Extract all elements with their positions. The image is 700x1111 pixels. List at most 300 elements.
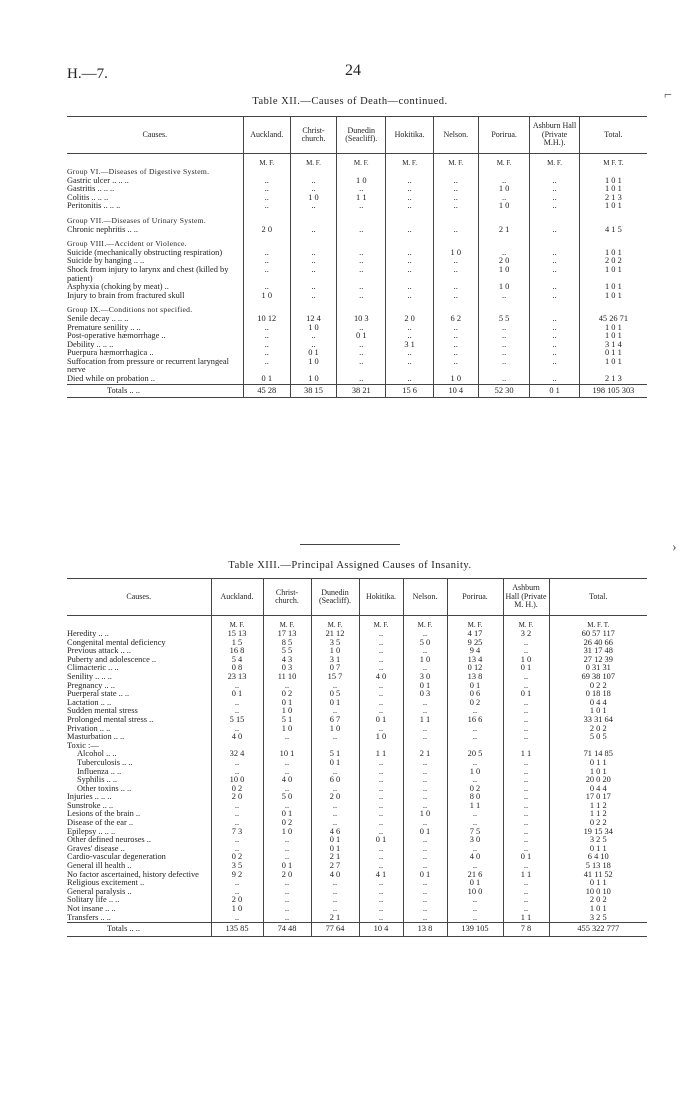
table-cell: .. [263,768,311,777]
table-cell: .. [359,759,403,768]
table-cell: 2 0 2 [549,725,647,734]
table-cell: .. [263,905,311,914]
table-cell: .. [311,810,359,819]
table-cell: .. [359,785,403,794]
cause-label: Congenital mental deficiency [67,637,166,647]
table-cell: .. [359,828,403,837]
table-cell: 1 1 [359,750,403,759]
table-cell: .. [503,888,549,897]
cause-label: Influenza .. .. [77,766,122,776]
table-cell: 0 1 [263,862,311,871]
table-cell: 2 0 [311,793,359,802]
table-cell: 0 1 [503,664,549,673]
cause-label: Sudden mental stress [67,706,138,716]
table-row [67,759,647,768]
table-cell: .. [478,375,530,384]
table-cell: .. [447,725,503,734]
table-cell: 6 2 [433,315,478,324]
table-cell: 17 13 [263,630,311,639]
table-cell: .. [530,292,579,301]
table-cell: .. [530,202,579,211]
table-cell: 3 5 [311,639,359,648]
table-cell: .. [447,776,503,785]
cause-label: Disease of the ear .. [67,818,134,828]
table-cell: 21 12 [311,630,359,639]
table-13-header-row [67,579,647,616]
table-cell: .. [447,845,503,854]
table-cell: 4 6 [311,828,359,837]
table-cell: .. [359,819,403,828]
table-row [67,656,647,665]
table-cell: .. [359,810,403,819]
table-cell: 6 4 10 [549,853,647,862]
column-header: Christ-church. [290,117,336,154]
report-code: H.—7. [67,66,108,82]
table-cell: 31 17 48 [549,647,647,656]
table-row [67,699,647,708]
table-cell: 0 5 [311,690,359,699]
table-cell: .. [503,828,549,837]
table-cell: .. [433,266,478,283]
table-cell: .. [530,349,579,358]
table-cell: 1 0 [478,202,530,211]
cause-label: Privation .. .. [67,723,111,733]
cause-label: Puberty and adolescence .. [67,654,157,664]
table-cell: 38 21 [337,384,386,398]
table-cell: 0 2 2 [549,819,647,828]
table-cell: .. [386,177,433,186]
table-cell: .. [211,725,263,734]
table-cell: 0 1 [403,871,447,880]
table-cell: .. [478,349,530,358]
table-cell: 1 0 [478,283,530,292]
table-cell: 0 7 [311,664,359,673]
table-cell: 2 0 [478,257,530,266]
cause-label: Shock from injury to larynx and chest (killed by patient) [67,264,229,283]
table-cell: .. [211,888,263,897]
table-cell: .. [263,845,311,854]
table-cell: .. [290,266,336,283]
table-cell: 1 0 1 [579,324,647,333]
cause-label: Debility .. .. .. [67,339,114,349]
table-cell: .. [211,802,263,811]
table-cell: 1 0 [403,656,447,665]
table-cell: 1 0 [311,647,359,656]
cause-label: Totals .. .. [67,923,211,937]
table-cell: .. [359,647,403,656]
table-cell: 13 4 [447,656,503,665]
table-cell: .. [359,707,403,716]
table-cell: .. [386,194,433,203]
totals-row [67,923,647,937]
cause-label: Senile decay .. .. .. [67,313,129,323]
cause-label: Colitis .. .. .. [67,192,109,202]
table-cell: 0 2 [263,690,311,699]
table-cell: 1 1 [503,750,549,759]
table-row [67,292,647,301]
table-row [67,888,647,897]
table-cell: 5 4 [211,656,263,665]
column-header: Porirua. [478,117,530,154]
table-cell: .. [386,349,433,358]
table-cell: .. [337,292,386,301]
table-cell: .. [386,292,433,301]
table-row [67,716,647,725]
cause-label: Tuberculosis .. .. [77,757,133,767]
table-cell: .. [263,802,311,811]
sex-subheader: M. F. [311,616,359,631]
table-cell: 27 12 39 [549,656,647,665]
table-cell: .. [359,896,403,905]
table-cell: .. [447,862,503,871]
cause-label: Suicide (mechanically obstructing respiration) [67,247,223,257]
table-cell: 4 0 [311,871,359,880]
table-cell: .. [478,249,530,258]
table-cell: 10 0 10 [549,888,647,897]
cause-label: No factor ascertained, history defective [67,869,199,879]
cause-label: Gastritis .. .. .. [67,184,115,194]
table-12-title: Table XII.—Causes of Death—continued. [252,96,448,107]
table-cell: .. [243,341,290,350]
table-cell: .. [211,682,263,691]
table-cell: 9 25 [447,639,503,648]
table-row [67,639,647,648]
table-cell: 1 1 [403,716,447,725]
table-cell: 2 1 [403,750,447,759]
cause-label: Asphyxia (choking by meat) .. [67,282,169,292]
table-cell: 1 0 [263,725,311,734]
table-cell: 1 0 1 [579,177,647,186]
table-12-header-row [67,117,647,154]
section-divider [300,544,400,545]
table-cell: .. [386,226,433,235]
group-heading-row [67,217,647,226]
table-cell: .. [433,257,478,266]
table-cell: 1 0 1 [579,332,647,341]
table-row [67,226,647,235]
cause-label: Epilepsy .. .. .. [67,826,116,836]
table-cell: .. [311,785,359,794]
table-cell: 0 1 [263,699,311,708]
table-cell: .. [359,793,403,802]
table-row [67,871,647,880]
column-header: Porirua. [447,579,503,616]
table-cell: .. [503,716,549,725]
table-row [67,315,647,324]
table-row [67,249,647,258]
table-cell: 1 0 1 [549,707,647,716]
table-cell: .. [263,896,311,905]
cause-label: Graves' disease .. [67,843,125,853]
causes-of-insanity-table [67,578,647,937]
table-cell: 0 2 [211,785,263,794]
table-cell: .. [403,905,447,914]
table-cell: .. [337,349,386,358]
table-cell: .. [311,733,359,742]
table-cell: 1 0 [337,177,386,186]
table-cell: .. [530,226,579,235]
table-cell: 20 0 20 [549,776,647,785]
table-cell: 1 1 2 [549,802,647,811]
table-cell: 0 31 31 [549,664,647,673]
table-cell: 10 1 [263,750,311,759]
table-cell: .. [243,266,290,283]
table-cell: .. [403,759,447,768]
page-number: 24 [345,62,361,79]
table-cell: 1 0 [433,375,478,384]
table-cell: .. [263,733,311,742]
table-cell: .. [337,185,386,194]
table-cell: .. [243,257,290,266]
table-cell: 135 85 [211,923,263,937]
table-row [67,733,647,742]
table-cell: .. [311,905,359,914]
table-cell: 15 13 [211,630,263,639]
table-cell: 0 2 [263,819,311,828]
table-cell: .. [503,845,549,854]
table-cell: .. [503,733,549,742]
table-cell: 69 38 107 [549,673,647,682]
table-cell: 0 4 4 [549,699,647,708]
table-cell: .. [263,836,311,845]
cause-label: Solitary life .. .. [67,895,120,905]
table-cell: .. [403,699,447,708]
table-cell: 10 0 [447,888,503,897]
column-header: Dunedin (Seacliff). [337,117,386,154]
table-cell: .. [386,358,433,375]
table-cell: .. [359,664,403,673]
table-cell: .. [478,177,530,186]
sex-subheader: M. F. [386,154,433,169]
cause-label: Group VII.—Diseases of Urinary System. [67,215,207,225]
table-cell: 1 1 [503,914,549,923]
table-cell: 1 0 1 [549,768,647,777]
table-cell: .. [403,836,447,845]
table-cell: 1 1 [337,194,386,203]
table-cell: .. [243,283,290,292]
table-cell: 0 1 [530,384,579,398]
table-cell: .. [290,185,336,194]
table-cell: 0 1 [263,810,311,819]
table-cell: .. [403,733,447,742]
table-cell: 1 0 [263,828,311,837]
table-cell: .. [433,194,478,203]
table-cell: .. [530,375,579,384]
sex-subheader: M. F. [403,616,447,631]
cause-label: Injury to brain from fractured skull [67,290,185,300]
totals-row [67,384,647,398]
table-cell: .. [403,647,447,656]
table-row [67,664,647,673]
sex-subheader: M. F. [359,616,403,631]
table-cell: 1 0 1 [579,292,647,301]
table-cell: 6 0 [311,776,359,785]
table-row [67,802,647,811]
table-cell: 71 14 85 [549,750,647,759]
table-cell: .. [263,879,311,888]
cause-label: Prolonged mental stress .. [67,714,154,724]
table-cell: 0 1 1 [549,845,647,854]
table-cell: .. [433,341,478,350]
cause-label: Other toxins .. .. [77,783,132,793]
table-cell: 1 0 [503,656,549,665]
table-cell: 0 1 [337,332,386,341]
table-cell: .. [403,785,447,794]
table-cell: 77 64 [311,923,359,937]
column-header: Nelson. [433,117,478,154]
table-cell: .. [243,332,290,341]
table-cell: 4 0 [359,673,403,682]
table-cell: 1 0 1 [579,249,647,258]
table-cell: 1 0 [290,324,336,333]
table-cell: .. [359,639,403,648]
table-cell: .. [243,202,290,211]
table-cell: 3 5 [211,862,263,871]
table-row [67,879,647,888]
table-cell: 45 28 [243,384,290,398]
table-row [67,202,647,211]
column-header: Auckland. [211,579,263,616]
table-row [67,905,647,914]
table-cell: .. [478,194,530,203]
cause-label: Group VIII.—Accident or Violence. [67,239,187,249]
table-cell: 1 1 [503,871,549,880]
table-cell: .. [447,896,503,905]
table-cell: 16 6 [447,716,503,725]
table-cell: .. [359,776,403,785]
table-cell: .. [337,266,386,283]
table-cell: 5 1 [311,750,359,759]
table-cell: .. [478,332,530,341]
table-cell: 16 8 [211,647,263,656]
table-cell: 3 0 [447,836,503,845]
table-cell: 2 0 [386,315,433,324]
table-cell: 2 1 [478,226,530,235]
column-header: Hokitika. [386,117,433,154]
table-cell: 3 1 [311,656,359,665]
cause-label: Suffocation from pressure or recurrent laryngeal nerve [67,356,229,375]
table-cell: 41 11 52 [549,871,647,880]
table-cell: .. [403,793,447,802]
column-header: Ashburn Hall (Private M.H.). [530,117,579,154]
table-row [67,810,647,819]
table-cell: .. [503,647,549,656]
table-cell: .. [503,819,549,828]
table-row [67,828,647,837]
column-header: Total. [549,579,647,616]
table-cell: 26 40 66 [549,639,647,648]
table-cell: .. [447,759,503,768]
table-cell: .. [263,853,311,862]
table-cell: 0 4 4 [549,785,647,794]
table-cell: .. [403,707,447,716]
table-cell: .. [337,257,386,266]
table-cell: .. [243,324,290,333]
table-cell: 5 0 [263,793,311,802]
table-cell: .. [386,375,433,384]
table-cell: 2 0 2 [579,257,647,266]
blank-cell [67,154,243,169]
table-row [67,836,647,845]
table-cell: .. [530,185,579,194]
table-cell: 4 0 [263,776,311,785]
table-cell: 5 5 [478,315,530,324]
cause-label: Injuries .. .. .. [67,792,112,802]
table-cell: .. [433,185,478,194]
table-row [67,266,647,283]
table-cell: 0 1 [211,690,263,699]
cause-label: General ill health .. [67,861,132,871]
table-cell: .. [503,699,549,708]
cause-label: Toxic :— [67,740,99,750]
table-cell: 1 0 [433,249,478,258]
table-cell: .. [263,888,311,897]
table-cell: .. [243,185,290,194]
sex-subheader: M. F. [263,616,311,631]
column-header: Ashburn Hall (Private M. H.). [503,579,549,616]
table-cell: .. [447,905,503,914]
table-cell: 3 2 5 [549,836,647,845]
table-cell: 2 1 [311,914,359,923]
table-cell: .. [503,725,549,734]
sex-subheader: M. F. [503,616,549,631]
column-header: Causes. [67,579,211,616]
table-cell: .. [447,810,503,819]
table-cell: .. [403,664,447,673]
table-cell: 0 1 [403,828,447,837]
table-cell: .. [530,194,579,203]
table-cell: 0 1 1 [549,759,647,768]
cause-label: Chronic nephritis .. .. [67,224,138,234]
table-cell: .. [211,768,263,777]
table-cell: 2 1 [311,853,359,862]
table-cell: .. [290,341,336,350]
table-cell: .. [433,349,478,358]
table-cell: .. [503,673,549,682]
table-cell: .. [403,845,447,854]
table-row [67,332,647,341]
table-cell: .. [211,819,263,828]
table-cell: 0 1 [359,836,403,845]
cause-label: Climacteric .. .. [67,663,119,673]
table-cell: 60 57 117 [549,630,647,639]
table-cell: 4 1 [359,871,403,880]
table-row [67,793,647,802]
cause-label: Puerperal state .. .. [67,689,130,699]
table-row [67,375,647,384]
table-cell: 455 322 777 [549,923,647,937]
table-cell: 4 1 5 [579,226,647,235]
table-cell: .. [359,905,403,914]
table-cell: 0 1 [311,699,359,708]
table-cell: 0 1 [447,879,503,888]
table-cell: 1 0 1 [579,266,647,283]
table-cell: .. [386,324,433,333]
table-row [67,725,647,734]
table-cell: .. [359,802,403,811]
table-cell: 52 30 [478,384,530,398]
table-cell: .. [478,292,530,301]
table-cell: 1 0 1 [579,358,647,375]
table-cell: .. [403,819,447,828]
table-cell: 0 1 [503,853,549,862]
table-cell: 0 2 [447,785,503,794]
table-cell: .. [403,914,447,923]
table-cell: .. [290,257,336,266]
table-cell: 32 4 [211,750,263,759]
table-cell: 15 6 [386,384,433,398]
table-cell: .. [403,802,447,811]
